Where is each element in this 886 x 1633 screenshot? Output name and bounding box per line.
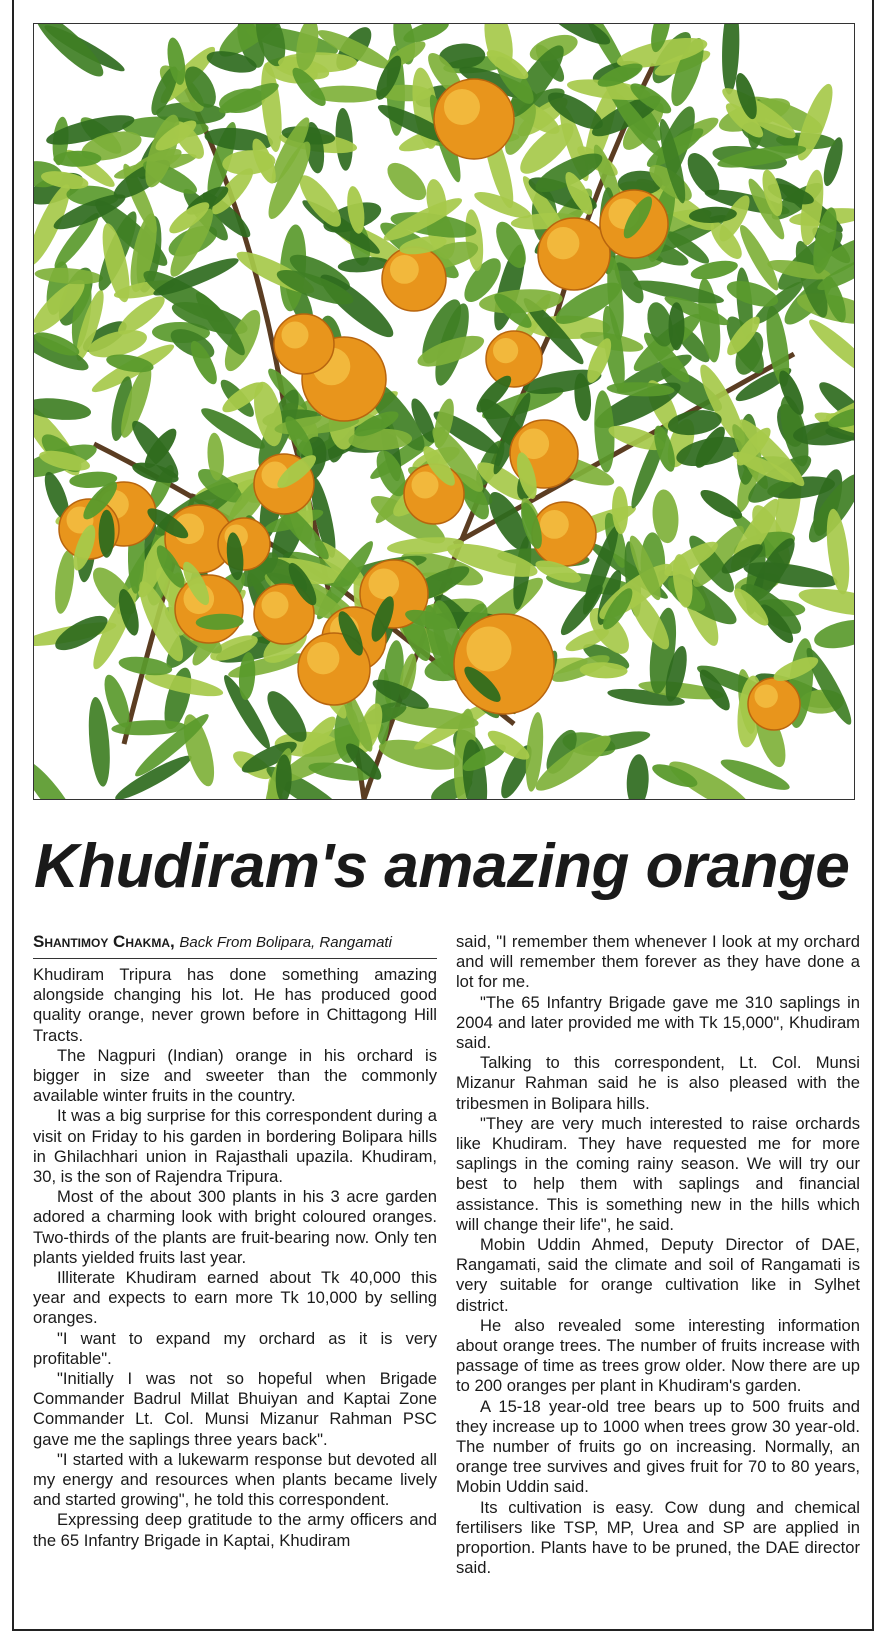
leaf (34, 754, 84, 799)
paragraph: Expressing deep gratitude to the army officers and the 65 Infantry Brigade in Kaptai, Khudiram (33, 1510, 437, 1550)
leaf (381, 156, 432, 206)
paragraph: said, "I remember them whenever I look at my orchard and will remember them forever as they have done a lot for me. (456, 932, 860, 992)
article-column-right (456, 932, 860, 1579)
leaf (669, 302, 685, 350)
orange-highlight (547, 227, 579, 259)
article-column-left (33, 932, 437, 1551)
leaf (86, 696, 113, 787)
paragraph: "I started with a lukewarm response but devoted all my energy and resources when plants became lively and started growing", he told this correspondent. (33, 1449, 437, 1510)
orange-tree-illustration (34, 24, 854, 799)
leaf (278, 52, 357, 72)
orange-highlight (390, 255, 419, 284)
orange-highlight (755, 685, 778, 708)
leaf (34, 266, 104, 286)
leaf (99, 510, 115, 558)
orange-highlight (540, 510, 569, 539)
orange-highlight (307, 642, 339, 674)
paragraph: It was a big surprise for this correspondent during a visit on Friday to his garden in bordering Bolipara hills in Ghilachhari union in Rajasthali upazila. Khudiram, 30, is the son of Rajendra Tripura. (33, 1106, 437, 1187)
orange-tree-photo (33, 23, 855, 800)
orange-highlight (369, 569, 400, 600)
leaf (804, 314, 854, 383)
paragraph: Mobin Uddin Ahmed, Deputy Director of DAE, Rangamati, said the climate and soil of Rangamati is very suitable for orange cultivation like in Sylhet district. (456, 1235, 860, 1315)
headline: Khudiram's amazing orange (34, 832, 850, 901)
paragraph: Illiterate Khudiram earned about Tk 40,000 this year and expects to earn more Tk 10,000 by selling oranges. (33, 1268, 437, 1328)
orange-highlight (493, 338, 518, 363)
byline-location: Back From Bolipara, Rangamati (179, 934, 392, 951)
paragraph: Talking to this correspondent, Lt. Col. Munsi Mizanur Rahman said he is also pleased with the tribesmen in Bolipara hills. (456, 1053, 860, 1113)
paragraph: "They are very much interested to raise orchards like Khudiram. They have requested me for more saplings in the coming rainy season. We will try our best to help them with saplings and financial assistance. This is something new in the hills which will change their life", he said. (456, 1113, 860, 1234)
paragraph: The Nagpuri (Indian) orange in his orchard is bigger in size and sweeter than the commonly available winter fruits in the country. (33, 1045, 437, 1106)
leaf (811, 615, 854, 654)
paragraph: He also revealed some interesting information about orange trees. The number of fruits increase with passage of time as trees grow older. Now there are up to 200 oranges per plant in Khudiram's garden. (456, 1315, 860, 1396)
paragraph: Most of the about 300 plants in his 3 acre garden adored a charming look with bright coloured oranges. Two-thirds of the plants are fruit-bearing now. Only ten plants yielded fruits last year. (33, 1187, 437, 1267)
leaf (625, 754, 650, 799)
paragraph: Khudiram Tripura has done something amazing alongside changing his lot. He has produced good quality orange, never grown before in Chittagong Hill Tracts. (33, 965, 437, 1045)
byline-author: Shantimoy Chakma, (33, 932, 175, 951)
leaf (463, 208, 486, 271)
paragraph: "Initially I was not so hopeful when Brigade Commander Badrul Millat Bhuiyan and Kaptai Zone Commander Lt. Col. Munsi Mizanur Rahman PSC gave me the saplings three years back". (33, 1369, 437, 1449)
orange-highlight (467, 627, 512, 672)
leaf (689, 257, 739, 283)
paragraph: "The 65 Infantry Brigade gave me 310 saplings in 2004 and later provided me with Tk 15,000", Khudiram said. (456, 992, 860, 1053)
paragraph: A 15-18 year-old tree bears up to 500 fruits and they increase up to 1000 when trees grow 30 year-old. The number of fruits go on increasing. Normally, an orange tree survives and gives fruit for 70 to 80 years, Mobin Uddin said. (456, 1396, 860, 1497)
orange-highlight (262, 592, 289, 619)
orange-highlight (282, 322, 309, 349)
paragraph: Its cultivation is easy. Cow dung and chemical fertilisers like TSP, MP, Urea and SP are applied in proportion. Plants have to be pruned, the DAE director said. (456, 1497, 860, 1578)
orange-highlight (444, 89, 480, 125)
leaf (376, 734, 462, 776)
paragraph: "I want to expand my orchard as it is very profitable". (33, 1328, 437, 1368)
byline (33, 932, 437, 959)
orange-highlight (412, 472, 439, 499)
